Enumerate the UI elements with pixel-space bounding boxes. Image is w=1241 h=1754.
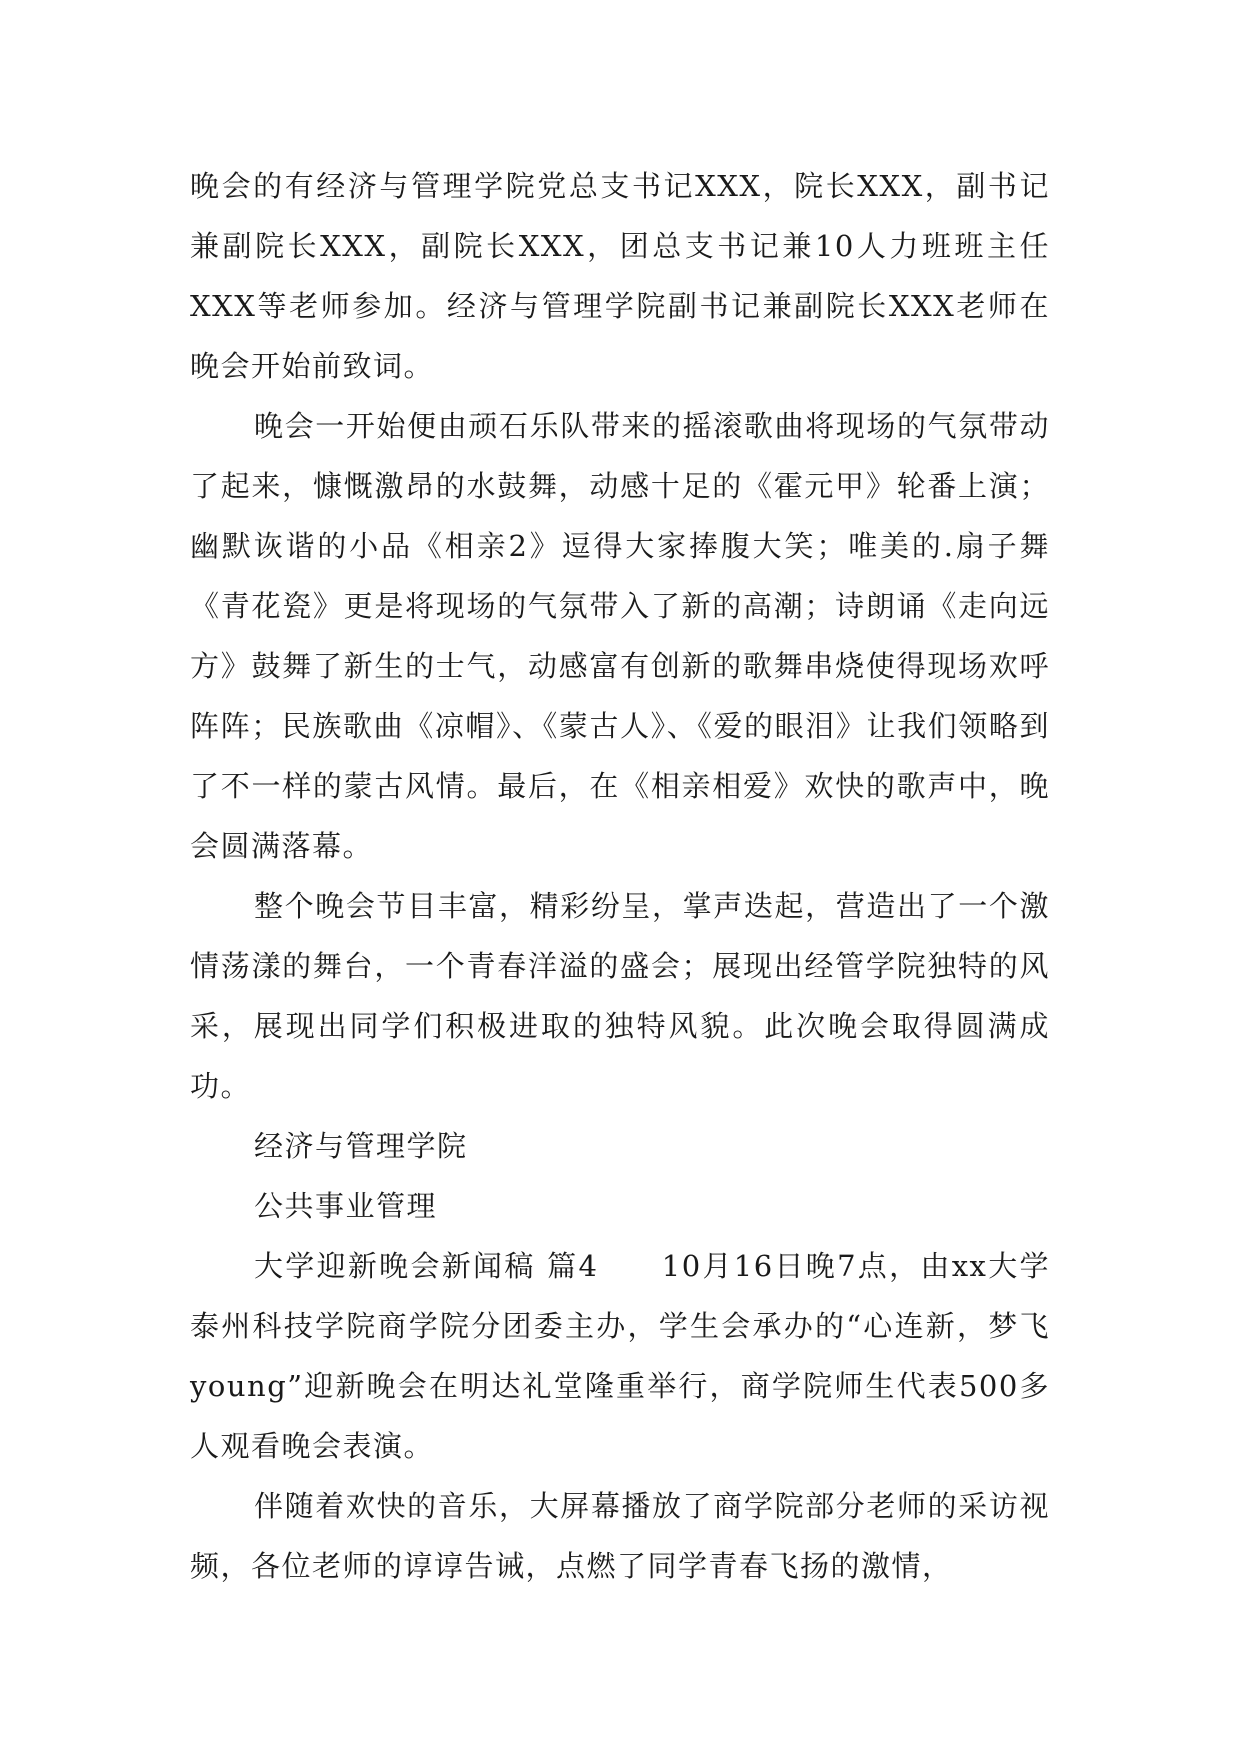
paragraph-summary: 整个晚会节目丰富，精彩纷呈，掌声迭起，营造出了一个激情荡漾的舞台，一个青春洋溢的盛会；展现出经管学院独特的风采，展现出同学们积极进取的独特风貌。此次晚会取得圆满成功。 bbox=[190, 889, 1050, 1103]
signature-school: 经济与管理学院 bbox=[254, 1129, 468, 1163]
paragraph-article-4-intro: 大学迎新晚会新闻稿 篇4 10月16日晚7点，由xx大学泰州科技学院商学院分团委主办，学生会承办的“心连新，梦飞young”迎新晚会在明达礼堂隆重举行，商学院师生代表500多人观看晚会表演。 bbox=[190, 1249, 1050, 1463]
paragraph-attendees: 晚会的有经济与管理学院党总支书记XXX，院长XXX，副书记兼副院长XXX，副院长XXX，团总支书记兼10人力班班主任XXX等老师参加。经济与管理学院副书记兼副院长XXX老师在晚会开始前致词。 bbox=[190, 169, 1050, 383]
paragraph-program: 晚会一开始便由顽石乐队带来的摇滚歌曲将现场的气氛带动了起来，慷慨激昂的水鼓舞，动感十足的《霍元甲》轮番上演；幽默诙谐的小品《相亲2》逗得大家捧腹大笑；唯美的.扇子舞《青花瓷》更是将现场的气氛带入了新的高潮；诗朗诵《走向远方》鼓舞了新生的士气，动感富有创新的歌舞串烧使得现场欢呼阵阵；民族歌曲《凉帽》、《蒙古人》、《爱的眼泪》让我们领略到了不一样的蒙古风情。最后，在《相亲相爱》欢快的歌声中，晚会圆满落幕。 bbox=[190, 409, 1050, 863]
article-body bbox=[190, 156, 1050, 1596]
signature-major: 公共事业管理 bbox=[254, 1189, 438, 1223]
paragraph-article-4-opening: 伴随着欢快的音乐，大屏幕播放了商学院部分老师的采访视频，各位老师的谆谆告诫，点燃了同学青春飞扬的激情， bbox=[190, 1489, 1050, 1583]
